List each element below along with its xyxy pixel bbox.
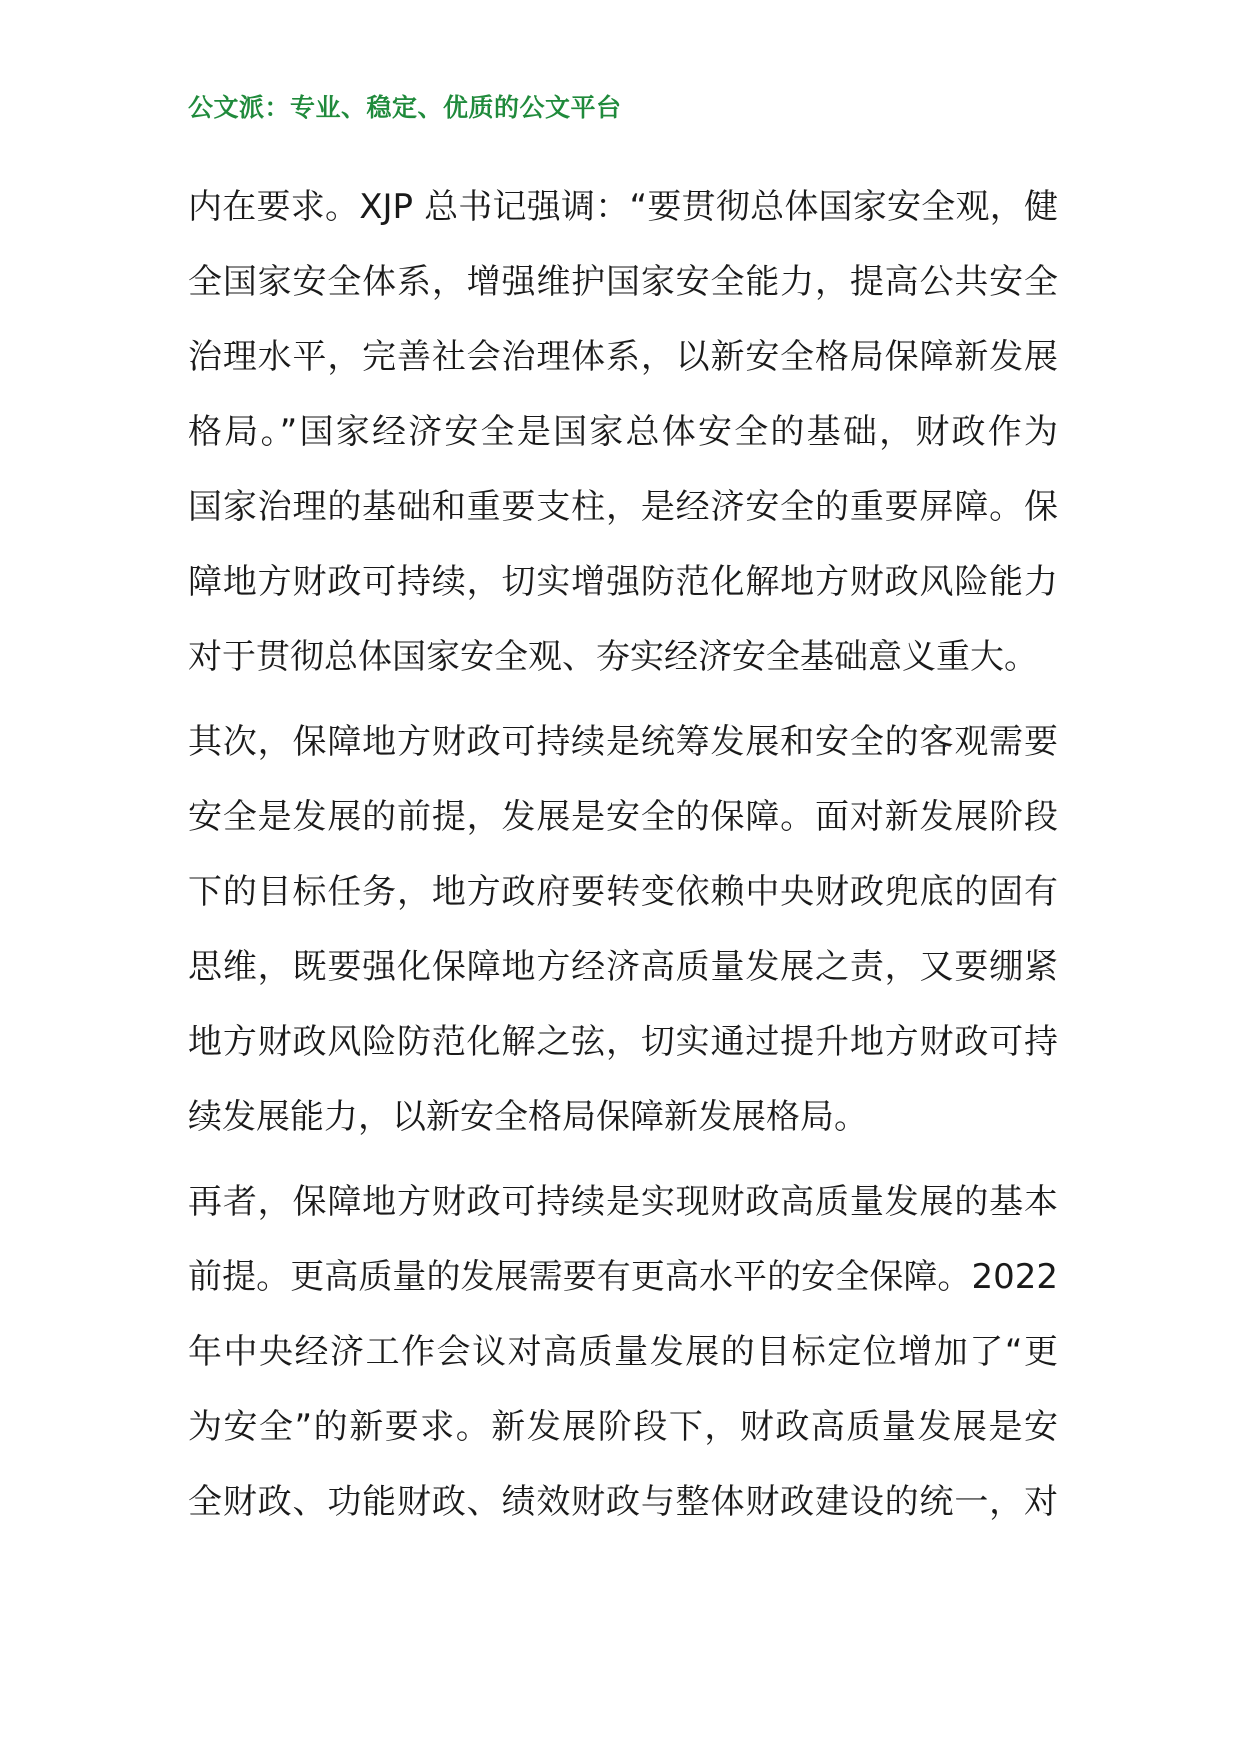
text-line: 思维，既要强化保障地方经济高质量发展之责，又要绷紧 [188,947,1058,987]
header-title: 公文派：专业、稳定、优质的公文平台 [188,93,622,122]
text-line: 格局。”国家经济安全是国家总体安全的基础，财政作为 [188,412,1058,452]
text-line: 为安全”的新要求。新发展阶段下，财政高质量发展是安 [188,1407,1058,1447]
text-line: 下的目标任务，地方政府要转变依赖中央财政兜底的固有 [188,872,1058,912]
text-line: 对于贯彻总体国家安全观、夯实经济安全基础意义重大。 [188,637,1038,677]
text-line: 国家治理的基础和重要支柱，是经济安全的重要屏障。保 [188,487,1058,527]
text-line: 地方财政风险防范化解之弦，切实通过提升地方财政可持 [188,1022,1058,1062]
text-line: 安全是发展的前提，发展是安全的保障。面对新发展阶段 [188,797,1058,837]
text-line: 全财政、功能财政、绩效财政与整体财政建设的统一，对 [188,1482,1058,1522]
text-line: 再者，保障地方财政可持续是实现财政高质量发展的基本 [188,1182,1058,1222]
text-line: 其次，保障地方财政可持续是统筹发展和安全的客观需要 [188,722,1058,762]
text-line: 年中央经济工作会议对高质量发展的目标定位增加了“更 [188,1332,1058,1372]
text-line: 障地方财政可持续，切实增强防范化解地方财政风险能力 [188,562,1058,602]
paragraph-2 [188,705,1058,1155]
text-line: 续发展能力，以新安全格局保障新发展格局。 [188,1097,868,1137]
text-line: 治理水平，完善社会治理体系，以新安全格局保障新发展 [188,337,1058,377]
text-line: 内在要求。XJP 总书记强调：“要贯彻总体国家安全观，健 [188,187,1058,227]
text-line: 前提。更高质量的发展需要有更高水平的安全保障。2022 [188,1257,1058,1297]
document-body [188,170,1058,1550]
paragraph-1 [188,170,1058,695]
paragraph-3 [188,1165,1058,1540]
text-line: 全国家安全体系，增强维护国家安全能力，提高公共安全 [188,262,1058,302]
